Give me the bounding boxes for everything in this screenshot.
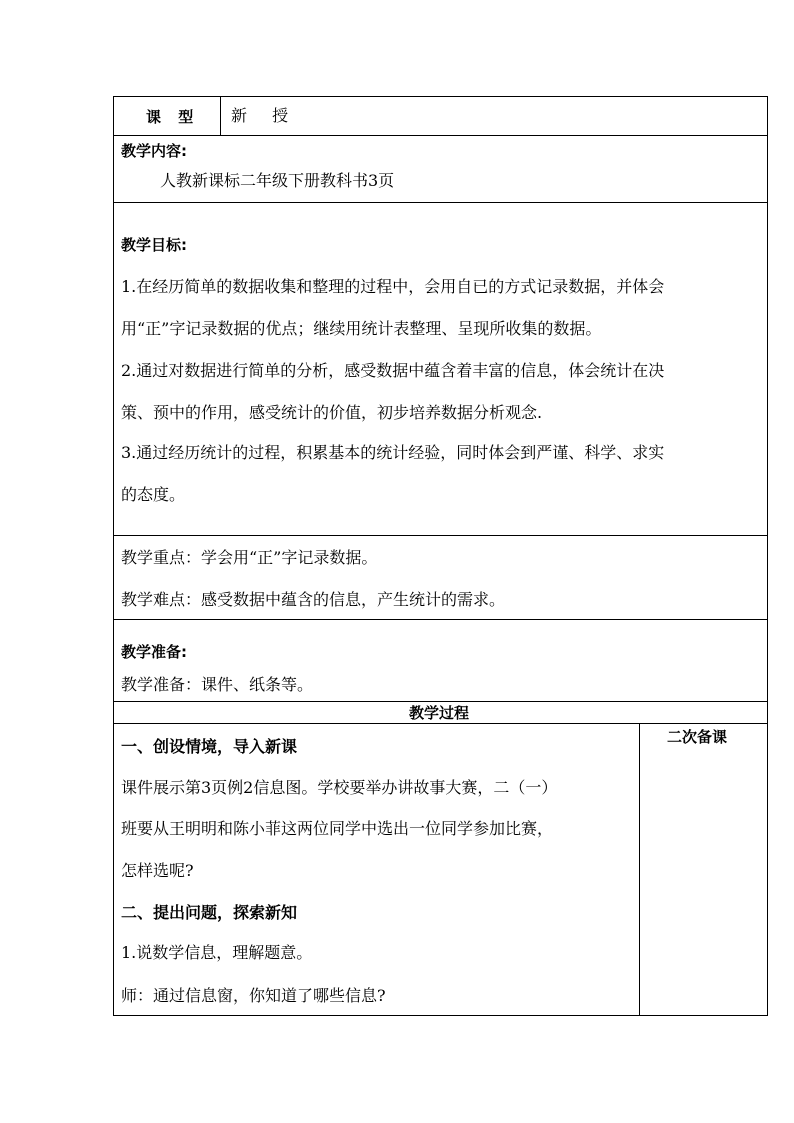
process-line: 班要从王明明和陈小菲这两位同学中选出一位同学参加比赛， bbox=[121, 819, 554, 838]
lesson-plan-table bbox=[113, 96, 768, 1016]
difficulty-point: 教学难点：感受数据中蕴含的信息，产生统计的需求。 bbox=[121, 590, 506, 609]
process-line: 课件展示第3页例2信息图。学校要举办讲故事大赛，二（一） bbox=[121, 778, 558, 797]
row-divider bbox=[114, 202, 767, 203]
column-divider bbox=[639, 723, 640, 1015]
course-type-value: 新 授 bbox=[231, 106, 299, 125]
prep-text: 教学准备：课件、纸条等。 bbox=[121, 675, 314, 694]
row-divider bbox=[114, 701, 767, 702]
process-line: 怎样选呢? bbox=[121, 861, 194, 880]
goal-line: 的态度。 bbox=[121, 485, 186, 504]
key-point: 教学重点：学会用“正”字记录数据。 bbox=[121, 548, 378, 567]
goals-heading: 教学目标: bbox=[121, 236, 187, 254]
goal-line: 1.在经历简单的数据收集和整理的过程中，会用自已的方式记录数据，并体会 bbox=[121, 277, 665, 296]
content-text: 人教新课标二年级下册教科书3页 bbox=[160, 171, 395, 190]
section-heading: 二、提出问题，探索新知 bbox=[121, 903, 298, 922]
goal-line: 策、预中的作用，感受统计的价值，初步培养数据分析观念. bbox=[121, 403, 543, 422]
row-divider bbox=[114, 535, 767, 536]
process-line: 师：通过信息窗，你知道了哪些信息? bbox=[121, 986, 386, 1005]
row-divider bbox=[114, 135, 767, 136]
row-divider bbox=[114, 619, 767, 620]
process-line: 1.说数学信息，理解题意。 bbox=[121, 943, 313, 962]
row-divider bbox=[114, 723, 767, 724]
process-heading: 教学过程 bbox=[409, 704, 470, 722]
second-prep-heading: 二次备课 bbox=[667, 728, 728, 746]
course-type-label: 课 型 bbox=[146, 108, 200, 126]
content-heading: 教学内容: bbox=[121, 142, 187, 160]
column-divider bbox=[220, 97, 221, 135]
goal-line: 3.通过经历统计的过程，积累基本的统计经验，同时体会到严谨、科学、求实 bbox=[121, 443, 665, 462]
goal-line: 2.通过对数据进行简单的分析，感受数据中蕴含着丰富的信息，体会统计在决 bbox=[121, 361, 665, 380]
section-heading: 一、创设情境，导入新课 bbox=[121, 737, 298, 756]
goal-line: 用“正”字记录数据的优点；继续用统计表整理、呈现所收集的数据。 bbox=[121, 319, 602, 338]
prep-heading: 教学准备: bbox=[121, 643, 187, 661]
